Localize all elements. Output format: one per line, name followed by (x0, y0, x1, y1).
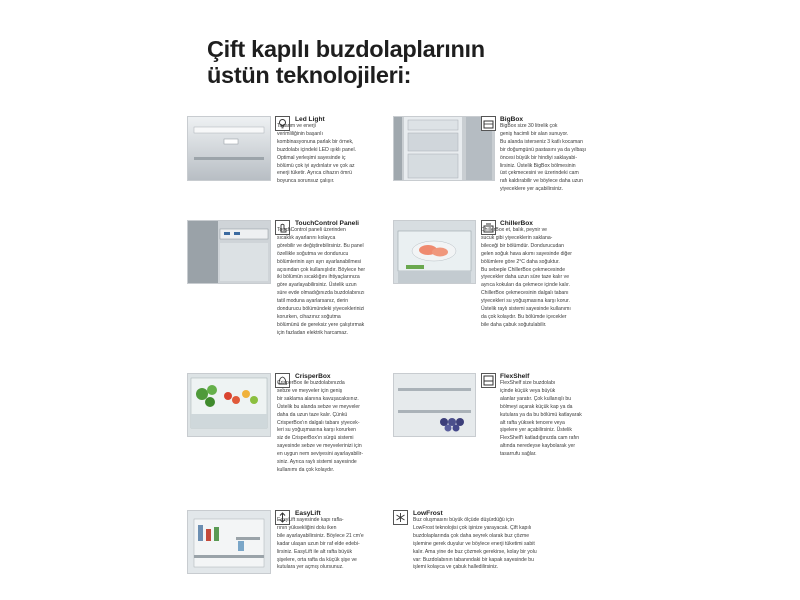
feature-description: BigBox size 30 litrelik çok geniş hacimli bir alan sunuyor. Bu alanda isterseniz 3 katlı kocaman bir doğumgünü pastasını ya da yılbaşı öncesi büyük bir hindiyi saklayabi- lirsiniz. Üstelik BigBox bölmesinin üst çekmecesini ve üzerindeki cam rafı kaldırabilir ve böylece daha uzun yiyeceklere yer açabilirsiniz. (500, 123, 587, 193)
feature-title: ChillerBox (500, 220, 533, 227)
bigbox-photo (393, 116, 495, 181)
feature-title: TouchControl Paneli (295, 220, 359, 227)
easylift-photo (187, 510, 271, 574)
feature-description: Buz oluşmasını büyük ölçüde düşürdüğü için LowFrost teknolojisi çok işinize yarayacak. Çift kapılı buzdolaplarında çok daha seyrek olarak buz çözme işlemine gerek duyulur ve böylece enerji tüketimi sabit kalır. Ama yine de buz çözmek gerekirse, kolay bir yolu var: Buzdolabının tabanındaki bir kapak sayesinde bu işlemi kolayca ve çabuk halledilirsiniz. (413, 517, 537, 571)
feature-title: EasyLift (295, 510, 321, 517)
crisperbox-photo (187, 373, 271, 437)
feature-title: FlexShelf (500, 373, 530, 380)
touchcontrol-photo (187, 220, 271, 284)
feature-title: CrisperBox (295, 373, 331, 380)
page-title-line-2: üstün teknolojileri: (207, 62, 412, 88)
feature-title: LowFrost (413, 510, 443, 517)
shelf-icon (481, 373, 496, 388)
led-light-photo (187, 116, 271, 181)
lowfrost-icon (393, 510, 408, 525)
page-title-line-1: Çift kapılı buzdolaplarının (207, 36, 485, 62)
feature-description: FlexShelf size buzdolabı içinde küçük veya büyük alanlar yaratır. Çok kullanışlı bu bölmeyi açarak küçük kap ya da kutulara ya da bu bölümü katlayarak alt rafta yüksek tencere veya şişelere yer açabilirsiniz. Üstelik FlexShelf'i katladığınızda cam rafın altında neredeyse kaybolarak yer tasarrufu sağlar. (500, 380, 582, 458)
chillerbox-photo (393, 220, 476, 284)
page-title (207, 36, 567, 88)
feature-title: BigBox (500, 116, 524, 123)
box-icon (481, 116, 496, 131)
feature-description: ChillerBox et, balık, peynir ve sucuk gibi yiyeceklerin saklana- bileceği bir bölümdür. Dondurucudan gelen soğuk hava akımı sayesinde diğer bölümlere göre 2°C daha soğuktur. Bu sebeple ChillerBox çekmecesinde yiyecekler daha uzun süre taze kalır ve ayrıca kokuları da çekmece içinde kalır. ChillerBox çekmecesinin dalgalı tabanı yiyecekleri su yoğuşmasına karşı korur. Üstelik raylı sistemi sayesinde kullanımı da çok kolaydır. Bu bölümde içecekler bile daha çabuk soğutulabilir. (481, 227, 572, 328)
feature-description: Tasarım ve enerji verimliliğinin başarılı kombinasyonuna parlak bir örnek, buzdolabı içindeki LED ışıklı panel. Optimal yerleşimi sayesinde iç bölümü çok iyi aydınlatır ve çok az enerji tüketir. Ayrıca cihazın ömrü boyunca sorunsuz çalışır. (277, 123, 356, 185)
feature-description: CrisperBox ile buzdolabınızda sebze ve meyveler için geniş bir saklama alanına kavuşacaksınız. Üstelik bu alanda sebze ve meyveler daha da uzun taze kalır. Çünkü CrisperBox'ın dalgalı tabanı yiyecek- leri su yoğuşmasına karşı korurken siz de CrisperBox'ın sürgü sistemi sayesinde sebze ve meyvelerinizi için en uygun nem seviyesini ayarlayabilir- siniz. Ayrıca raylı sistemi sayesinde kullanımı da çok kolaydır. (277, 380, 364, 473)
flexshelf-photo (393, 373, 476, 437)
feature-title: Led Light (295, 116, 325, 123)
feature-description: EasyLift sayesinde kapı rafla- rının yüksekliğini dolu iken bile ayarlayabilirsiniz. Böylece 21 cm'e kadar ulaşan uzun bir raf elde edebi- lirsiniz. EasyLift ile alt rafta büyük şişelere, orta rafta da küçük şişe ve kutulara yer açmış olursunuz. (277, 517, 364, 571)
feature-description: TouchControl paneli üzerinden sıcaklık ayarlarını kolayca görebilir ve değiştirebilirsiniz. Bu panel özellikle soğutma ve dondurucu bölümlerinin ayrı ayrı ayarlanabilmesi açısından çok kullanışlıdır. Böylece her iki bölümün sıcaklığını ihtiyaçlarınıza göre ayarlayabilirsiniz. Üstelik uzun süre evde olmadığınızda buzdolabınızı tatil moduna ayarlarsanız, derin dondurucu bölümündeki yiyeceklerinizi korurken, cihazınız soğutma bölümünü de gereksiz yere çalıştırmak için fazladan elektrik harcamaz. (277, 227, 366, 336)
